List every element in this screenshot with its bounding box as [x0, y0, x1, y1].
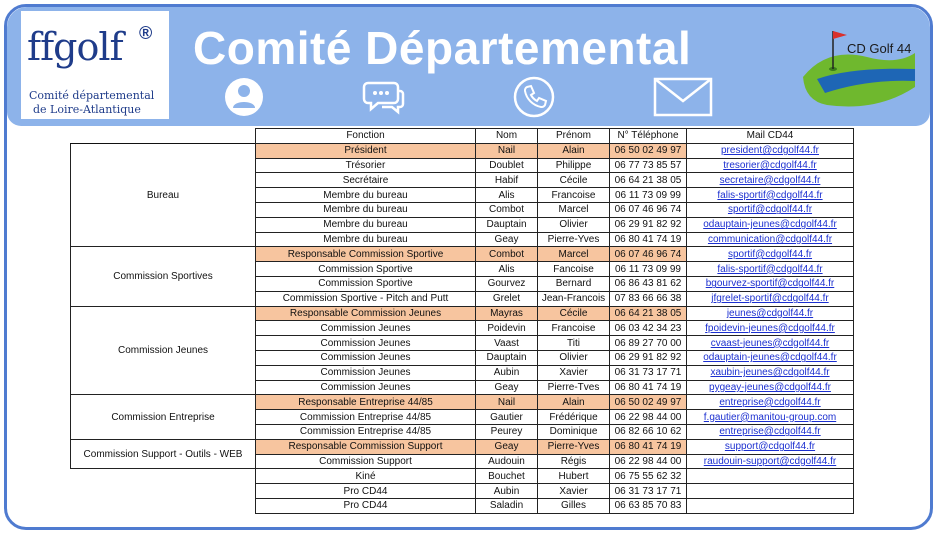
cell-prenom: Philippe [538, 158, 610, 173]
cell-prenom: Fancoise [538, 262, 610, 277]
cell-fonction: Commission Jeunes [256, 321, 476, 336]
cell-prenom: Olivier [538, 350, 610, 365]
cell-prenom: Gilles [538, 498, 610, 513]
cell-prenom: Titi [538, 336, 610, 351]
cell-fonction: Membre du bureau [256, 217, 476, 232]
email-link[interactable]: fpoidevin-jeunes@cdgolf44.fr [687, 321, 854, 336]
email-link[interactable]: president@cdgolf44.fr [687, 143, 854, 158]
cell-nom: Nail [476, 143, 538, 158]
cell-fonction: Commission Entreprise 44/85 [256, 424, 476, 439]
column-header: Mail CD44 [687, 129, 854, 144]
cell-tel: 06 64 21 38 05 [610, 306, 687, 321]
cell-tel: 06 63 85 70 83 [610, 498, 687, 513]
cell-prenom: Hubert [538, 469, 610, 484]
header-banner [7, 7, 930, 126]
column-header: Nom [476, 129, 538, 144]
committee-table [70, 128, 854, 514]
cell-fonction: Commission Jeunes [256, 350, 476, 365]
cell-prenom: Xavier [538, 365, 610, 380]
cell-nom: Alis [476, 262, 538, 277]
cell-fonction: Commission Entreprise 44/85 [256, 410, 476, 425]
cell-tel: 06 03 42 34 23 [610, 321, 687, 336]
cell-nom: Vaast [476, 336, 538, 351]
logo-main-text: ffgolf [27, 25, 123, 69]
cell-prenom: Régis [538, 454, 610, 469]
cell-fonction: Responsable Commission Support [256, 439, 476, 454]
table-row [71, 395, 854, 410]
email-link [687, 469, 854, 484]
cell-fonction: Commission Support [256, 454, 476, 469]
logo-subtitle-2: de Loire-Atlantique [33, 103, 141, 116]
cell-tel: 06 22 98 44 00 [610, 410, 687, 425]
cell-nom: Peurey [476, 424, 538, 439]
cell-fonction: Membre du bureau [256, 188, 476, 203]
group-name-cell: Commission Support - Outils - WEB [71, 439, 256, 469]
cell-tel: 06 29 91 82 92 [610, 217, 687, 232]
cell-prenom: Pierre-Yves [538, 439, 610, 454]
column-header: N° Téléphone [610, 129, 687, 144]
cell-nom: Aubin [476, 484, 538, 499]
cell-fonction: Pro CD44 [256, 484, 476, 499]
email-link [687, 484, 854, 499]
cell-tel: 06 11 73 09 99 [610, 188, 687, 203]
email-link[interactable]: falis-sportif@cdgolf44.fr [687, 188, 854, 203]
email-link[interactable]: raudouin-support@cdgolf44.fr [687, 454, 854, 469]
cell-nom: Dauptain [476, 350, 538, 365]
email-link[interactable]: odauptain-jeunes@cdgolf44.fr [687, 217, 854, 232]
cell-fonction: Commission Jeunes [256, 380, 476, 395]
cell-tel: 06 11 73 09 99 [610, 262, 687, 277]
email-link [687, 498, 854, 513]
person-icon [222, 75, 266, 119]
logo-subtitle-1: Comité départemental [29, 89, 155, 102]
table-row [71, 469, 854, 484]
cell-tel: 06 80 41 74 19 [610, 439, 687, 454]
cell-tel: 06 50 02 49 97 [610, 395, 687, 410]
email-link[interactable]: entreprise@cdgolf44.fr [687, 424, 854, 439]
cell-nom: Saladin [476, 498, 538, 513]
email-link[interactable]: tresorier@cdgolf44.fr [687, 158, 854, 173]
group-name-cell: Commission Entreprise [71, 395, 256, 439]
table-row [71, 439, 854, 454]
cell-tel: 06 50 02 49 97 [610, 143, 687, 158]
cell-nom: Combot [476, 247, 538, 262]
cell-nom: Bouchet [476, 469, 538, 484]
cell-fonction: Secrétaire [256, 173, 476, 188]
cell-tel: 06 29 91 82 92 [610, 350, 687, 365]
cell-nom: Doublet [476, 158, 538, 173]
cell-tel: 06 80 41 74 19 [610, 380, 687, 395]
cell-prenom: Francoise [538, 188, 610, 203]
table-header-row [71, 129, 854, 144]
cell-nom: Gautier [476, 410, 538, 425]
cell-tel: 06 86 43 81 62 [610, 276, 687, 291]
cell-prenom: Pierre-Yves [538, 232, 610, 247]
cell-fonction: Pro CD44 [256, 498, 476, 513]
email-link[interactable]: jeunes@cdgolf44.fr [687, 306, 854, 321]
phone-icon [512, 75, 556, 119]
table-row [71, 143, 854, 158]
email-link[interactable]: pygeay-jeunes@cdgolf44.fr [687, 380, 854, 395]
cell-prenom: Alain [538, 143, 610, 158]
ffgolf-logo [21, 11, 169, 119]
email-link[interactable]: falis-sportif@cdgolf44.fr [687, 262, 854, 277]
column-header: Fonction [256, 129, 476, 144]
cell-nom: Combot [476, 202, 538, 217]
cell-fonction: Commission Jeunes [256, 365, 476, 380]
cell-prenom: Pierre-Tves [538, 380, 610, 395]
cell-nom: Mayras [476, 306, 538, 321]
cell-tel: 06 07 46 96 74 [610, 247, 687, 262]
cell-tel: 06 80 41 74 19 [610, 232, 687, 247]
cell-nom: Audouin [476, 454, 538, 469]
group-name-cell: Commission Jeunes [71, 306, 256, 395]
cd-golf-44-logo [797, 17, 919, 117]
cell-fonction: Responsable Commission Jeunes [256, 306, 476, 321]
cell-fonction: Membre du bureau [256, 232, 476, 247]
cell-tel: 06 82 66 10 62 [610, 424, 687, 439]
cell-prenom: Marcel [538, 247, 610, 262]
cell-prenom: Bernard [538, 276, 610, 291]
cell-prenom: Xavier [538, 484, 610, 499]
logo-registered-mark: ® [139, 23, 153, 43]
chat-icon [362, 75, 406, 119]
group-name-cell: Commission Sportives [71, 247, 256, 306]
cell-nom: Poidevin [476, 321, 538, 336]
cell-nom: Grelet [476, 291, 538, 306]
cell-nom: Habif [476, 173, 538, 188]
cell-prenom: Jean-Francois [538, 291, 610, 306]
cell-tel: 06 75 55 62 32 [610, 469, 687, 484]
cell-fonction: Commission Jeunes [256, 336, 476, 351]
cell-nom: Dauptain [476, 217, 538, 232]
cell-nom: Nail [476, 395, 538, 410]
column-header: Prénom [538, 129, 610, 144]
cell-nom: Geay [476, 232, 538, 247]
cell-tel: 06 64 21 38 05 [610, 173, 687, 188]
cell-prenom: Cécile [538, 306, 610, 321]
email-link[interactable]: bgourvez-sportif@cdgolf44.fr [687, 276, 854, 291]
email-link[interactable]: f.gautier@manitou-group.com [687, 410, 854, 425]
email-link[interactable]: jfgrelet-sportif@cdgolf44.fr [687, 291, 854, 306]
cell-nom: Aubin [476, 365, 538, 380]
cell-fonction: Commission Sportive - Pitch and Putt [256, 291, 476, 306]
cell-nom: Geay [476, 380, 538, 395]
cell-tel: 06 22 98 44 00 [610, 454, 687, 469]
table-row [71, 306, 854, 321]
cell-fonction: Trésorier [256, 158, 476, 173]
cell-fonction: Commission Sportive [256, 262, 476, 277]
cell-tel: 06 89 27 70 00 [610, 336, 687, 351]
cell-prenom: Frédérique [538, 410, 610, 425]
cell-tel: 07 83 66 66 38 [610, 291, 687, 306]
cell-prenom: Cécile [538, 173, 610, 188]
cell-nom: Alis [476, 188, 538, 203]
cell-tel: 06 77 73 85 57 [610, 158, 687, 173]
cell-nom: Geay [476, 439, 538, 454]
email-link[interactable]: secretaire@cdgolf44.fr [687, 173, 854, 188]
cell-prenom: Francoise [538, 321, 610, 336]
group-name-cell: Bureau [71, 143, 256, 247]
cell-nom: Gourvez [476, 276, 538, 291]
cell-fonction: Kiné [256, 469, 476, 484]
brand-label: CD Golf 44 [847, 41, 912, 56]
cell-fonction: Président [256, 143, 476, 158]
email-link[interactable]: sportif@cdgolf44.fr [687, 202, 854, 217]
email-link[interactable]: xaubin-jeunes@cdgolf44.fr [687, 365, 854, 380]
cell-tel: 06 07 46 96 74 [610, 202, 687, 217]
cell-prenom: Dominique [538, 424, 610, 439]
group-column-header [71, 129, 256, 144]
email-link[interactable]: cvaast-jeunes@cdgolf44.fr [687, 336, 854, 351]
group-name-cell [71, 469, 256, 513]
cell-fonction: Membre du bureau [256, 202, 476, 217]
cell-fonction: Commission Sportive [256, 276, 476, 291]
cell-tel: 06 31 73 17 71 [610, 365, 687, 380]
email-link[interactable]: communication@cdgolf44.fr [687, 232, 854, 247]
mail-icon [652, 75, 714, 119]
page-title: Comité Départemental [193, 22, 692, 74]
email-link[interactable]: sportif@cdgolf44.fr [687, 247, 854, 262]
email-link[interactable]: support@cdgolf44.fr [687, 439, 854, 454]
email-link[interactable]: entreprise@cdgolf44.fr [687, 395, 854, 410]
table-row [71, 247, 854, 262]
cell-fonction: Responsable Entreprise 44/85 [256, 395, 476, 410]
cell-prenom: Olivier [538, 217, 610, 232]
cell-prenom: Alain [538, 395, 610, 410]
cell-fonction: Responsable Commission Sportive [256, 247, 476, 262]
email-link[interactable]: odauptain-jeunes@cdgolf44.fr [687, 350, 854, 365]
cell-tel: 06 31 73 17 71 [610, 484, 687, 499]
cell-prenom: Marcel [538, 202, 610, 217]
